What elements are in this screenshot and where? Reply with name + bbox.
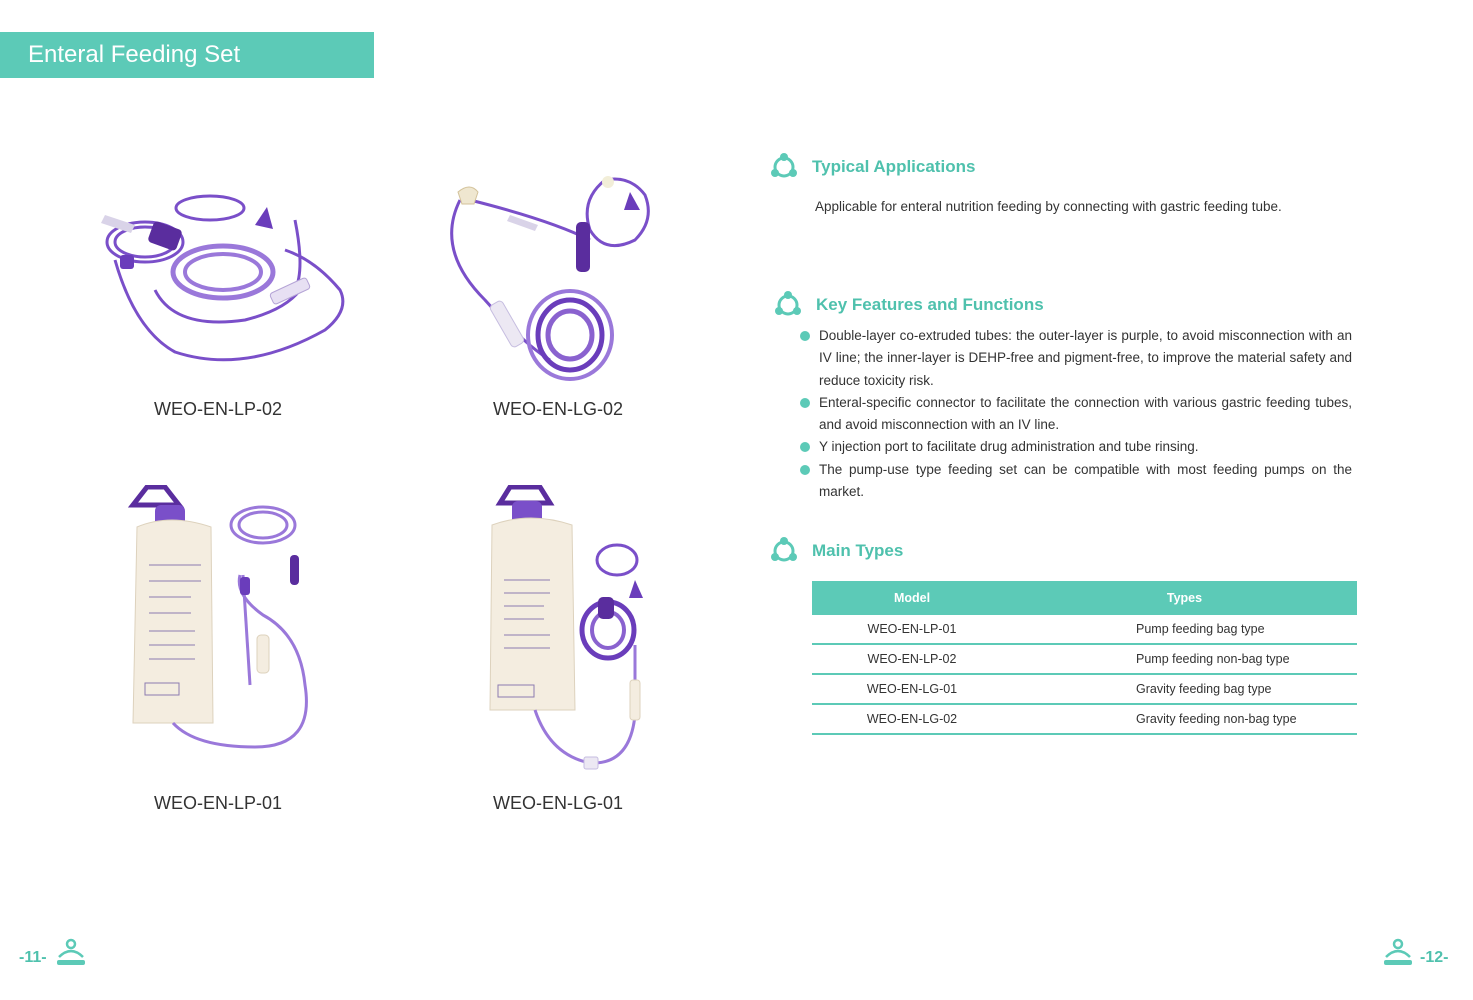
section-heading-main-types: Main Types	[770, 537, 903, 565]
column-header-model: Model	[893, 591, 931, 605]
feature-item: Y injection port to facilitate drug administration and tube rinsing.	[800, 436, 1352, 458]
applications-text: Applicable for enteral nutrition feeding by connecting with gastric feeding tube.	[815, 199, 1282, 214]
features-list	[800, 325, 1352, 503]
table-row	[812, 615, 1357, 645]
cycle-icon	[770, 537, 798, 565]
bullet-icon	[800, 465, 810, 475]
page-number-left: -11-	[19, 949, 47, 966]
page-number-right: -12-	[1420, 949, 1449, 966]
cycle-icon	[770, 153, 798, 181]
product-image-lg01	[480, 485, 665, 775]
product-caption: WEO-EN-LP-01	[153, 793, 283, 813]
cell-type: Gravity feeding bag type	[1136, 682, 1272, 696]
feature-item: Enteral-specific connector to facilitate the connection with various gastric feeding tubes, and avoid misconnection with an IV line.	[800, 392, 1352, 437]
cell-model: WEO-EN-LG-02	[866, 712, 958, 726]
section-heading-features: Key Features and Functions	[774, 291, 1044, 319]
product-caption: WEO-EN-LP-02	[153, 399, 283, 419]
cell-type: Gravity feeding non-bag type	[1136, 712, 1297, 726]
product-caption: WEO-EN-LG-02	[492, 399, 624, 419]
table-row	[812, 675, 1357, 705]
bullet-icon	[800, 331, 810, 341]
table-row	[812, 645, 1357, 675]
table-row	[812, 705, 1357, 735]
section-heading-applications: Typical Applications	[770, 153, 975, 181]
product-image-lg02	[430, 160, 665, 385]
page-title: Enteral Feeding Set	[0, 32, 374, 78]
weo-logo-icon	[55, 937, 87, 969]
product-image-lp02	[95, 180, 355, 375]
product-image-lp01	[125, 485, 325, 755]
feature-item: Double-layer co-extruded tubes: the outer-layer is purple, to avoid misconnection with an IV line; the inner-layer is DEHP-free and pigment-free, to improve the material safety and reduce toxicity risk.	[800, 325, 1352, 392]
table-header	[812, 581, 1357, 615]
cell-type: Pump feeding bag type	[1136, 622, 1265, 636]
bullet-icon	[800, 398, 810, 408]
column-header-types: Types	[1166, 591, 1203, 605]
bullet-icon	[800, 442, 810, 452]
cell-model: WEO-EN-LG-01	[866, 682, 958, 696]
product-caption: WEO-EN-LG-01	[492, 793, 624, 813]
feature-item: The pump-use type feeding set can be compatible with most feeding pumps on the market.	[800, 459, 1352, 504]
cell-type: Pump feeding non-bag type	[1136, 652, 1290, 666]
cell-model: WEO-EN-LP-02	[867, 652, 957, 666]
cycle-icon	[774, 291, 802, 319]
weo-logo-icon	[1382, 937, 1414, 969]
cell-model: WEO-EN-LP-01	[867, 622, 957, 636]
types-table	[812, 581, 1357, 735]
